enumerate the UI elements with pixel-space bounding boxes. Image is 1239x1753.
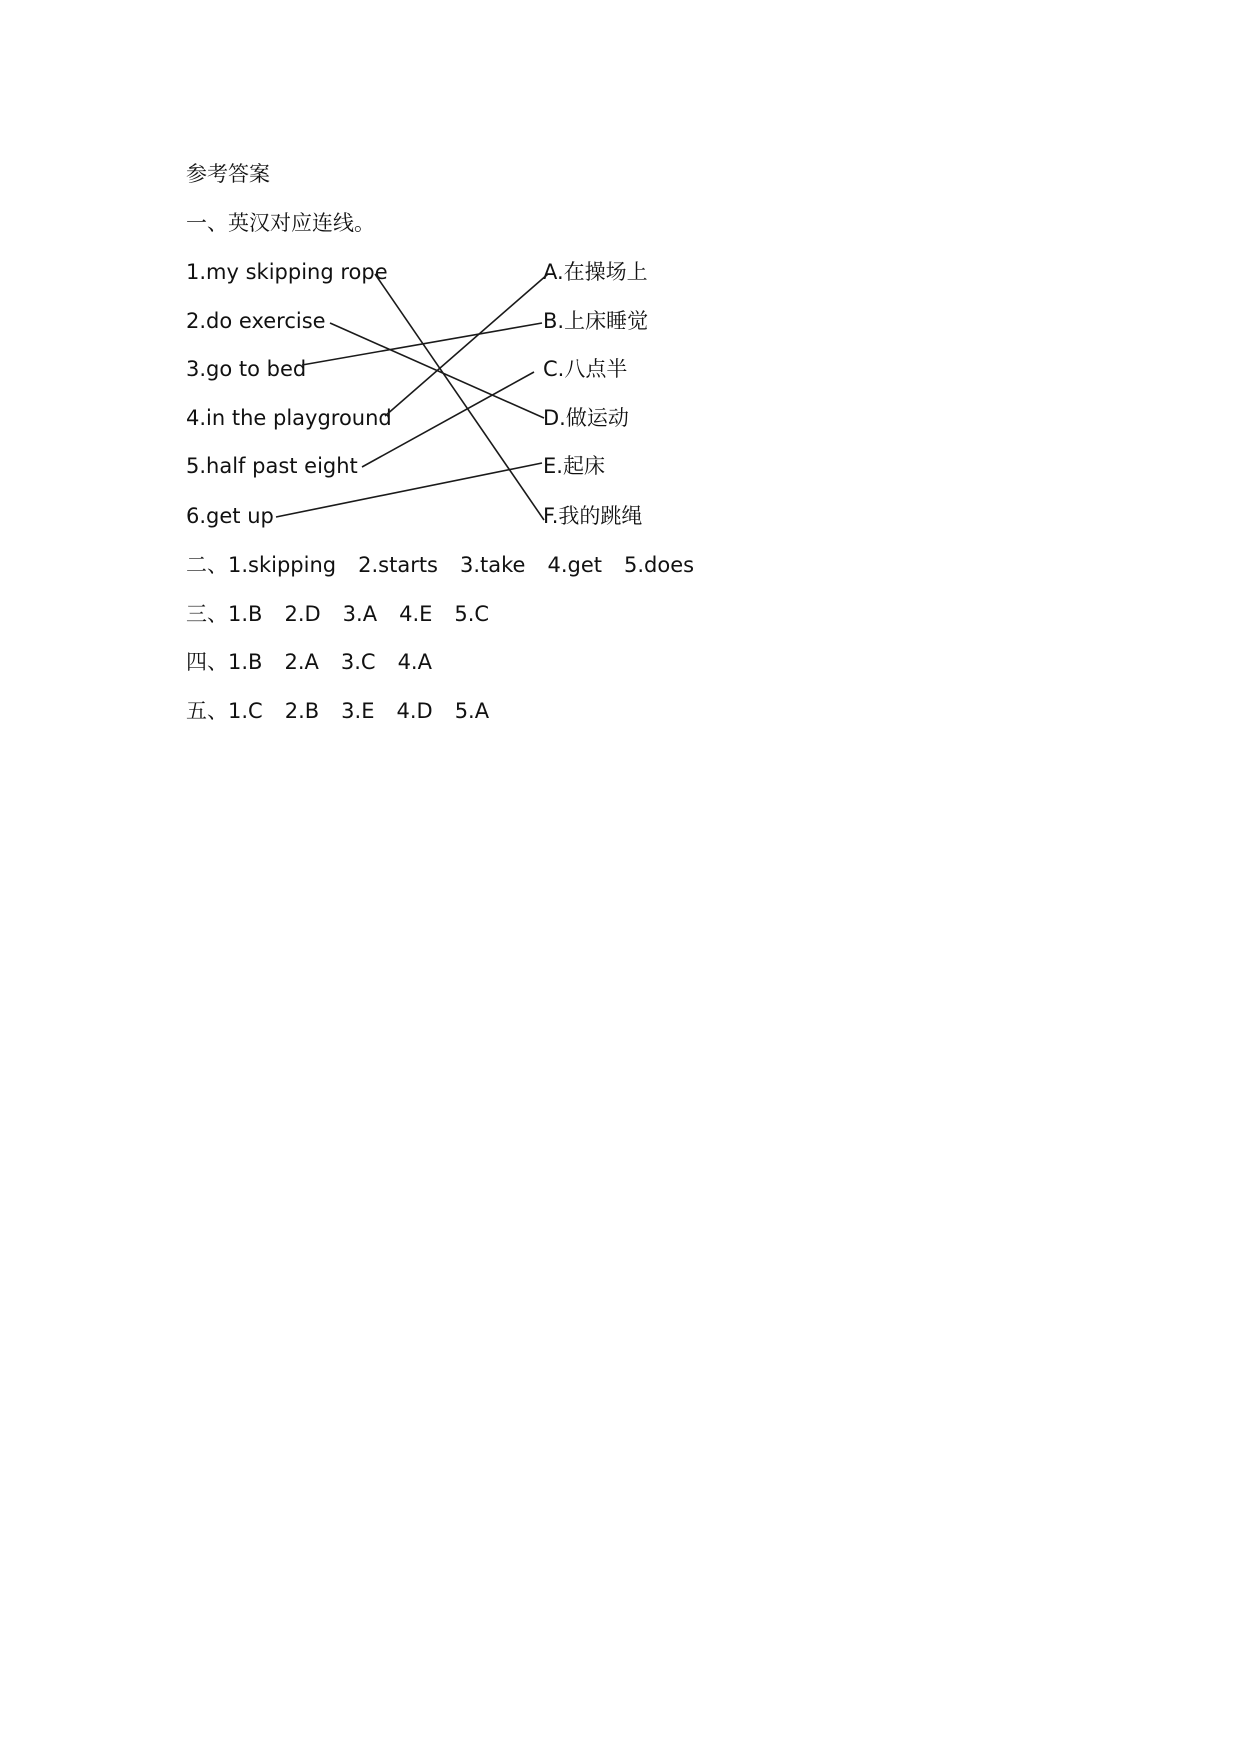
section-5-answer-1: 1.C (228, 699, 263, 723)
section-5-answer-3: 3.E (341, 699, 375, 723)
section-5-answer-4: 4.D (396, 699, 433, 723)
section-3-answer-3: 3.A (342, 602, 378, 626)
section-4-answer-4: 4.A (397, 650, 432, 674)
right-item-a: A.在操场上 (543, 260, 648, 284)
section-4-answer-2: 2.A (284, 650, 319, 674)
match-line-3-b (302, 323, 542, 365)
section-3-answer-1: 1.B (228, 602, 263, 626)
section-2-answer-2: 2.starts (358, 553, 438, 577)
section-3-answer-2: 2.D (284, 602, 321, 626)
section-2-row (186, 551, 716, 579)
page-title: 参考答案 (186, 162, 270, 186)
left-item-5: 5.half past eight (186, 454, 358, 478)
section-4-label: 四、 (186, 650, 228, 674)
left-item-4: 4.in the playground (186, 406, 392, 430)
section-2-answer-4: 4.get (547, 553, 603, 577)
section-2-label: 二、 (186, 553, 228, 577)
right-item-e: E.起床 (543, 454, 605, 478)
section-4-answer-3: 3.C (340, 650, 376, 674)
right-item-f: F.我的跳绳 (543, 504, 643, 528)
section-5-answer-5: 5.A (454, 699, 490, 723)
left-item-6: 6.get up (186, 504, 274, 528)
section-3-answer-4: 4.E (399, 602, 433, 626)
section-5-row (186, 697, 511, 725)
section-2-answer-3: 3.take (460, 553, 526, 577)
right-item-d: D.做运动 (543, 406, 629, 430)
match-line-4-a (385, 274, 548, 416)
section-3-row (186, 600, 511, 628)
match-line-1-f (375, 274, 544, 520)
section-1-heading: 一、英汉对应连线。 (186, 211, 375, 235)
right-item-c: C.八点半 (543, 357, 628, 381)
section-4-answer-1: 1.B (228, 650, 263, 674)
section-2-answer-1: 1.skipping (228, 553, 337, 577)
section-4-row (186, 648, 454, 676)
left-item-2: 2.do exercise (186, 309, 326, 333)
section-3-label: 三、 (186, 602, 228, 626)
section-3-answer-5: 5.C (454, 602, 490, 626)
left-item-3: 3.go to bed (186, 357, 307, 381)
right-item-b: B.上床睡觉 (543, 309, 649, 333)
section-2-answer-5: 5.does (624, 553, 695, 577)
section-5-answer-2: 2.B (284, 699, 320, 723)
left-item-1: 1.my skipping rope (186, 260, 388, 284)
section-5-label: 五、 (186, 699, 228, 723)
